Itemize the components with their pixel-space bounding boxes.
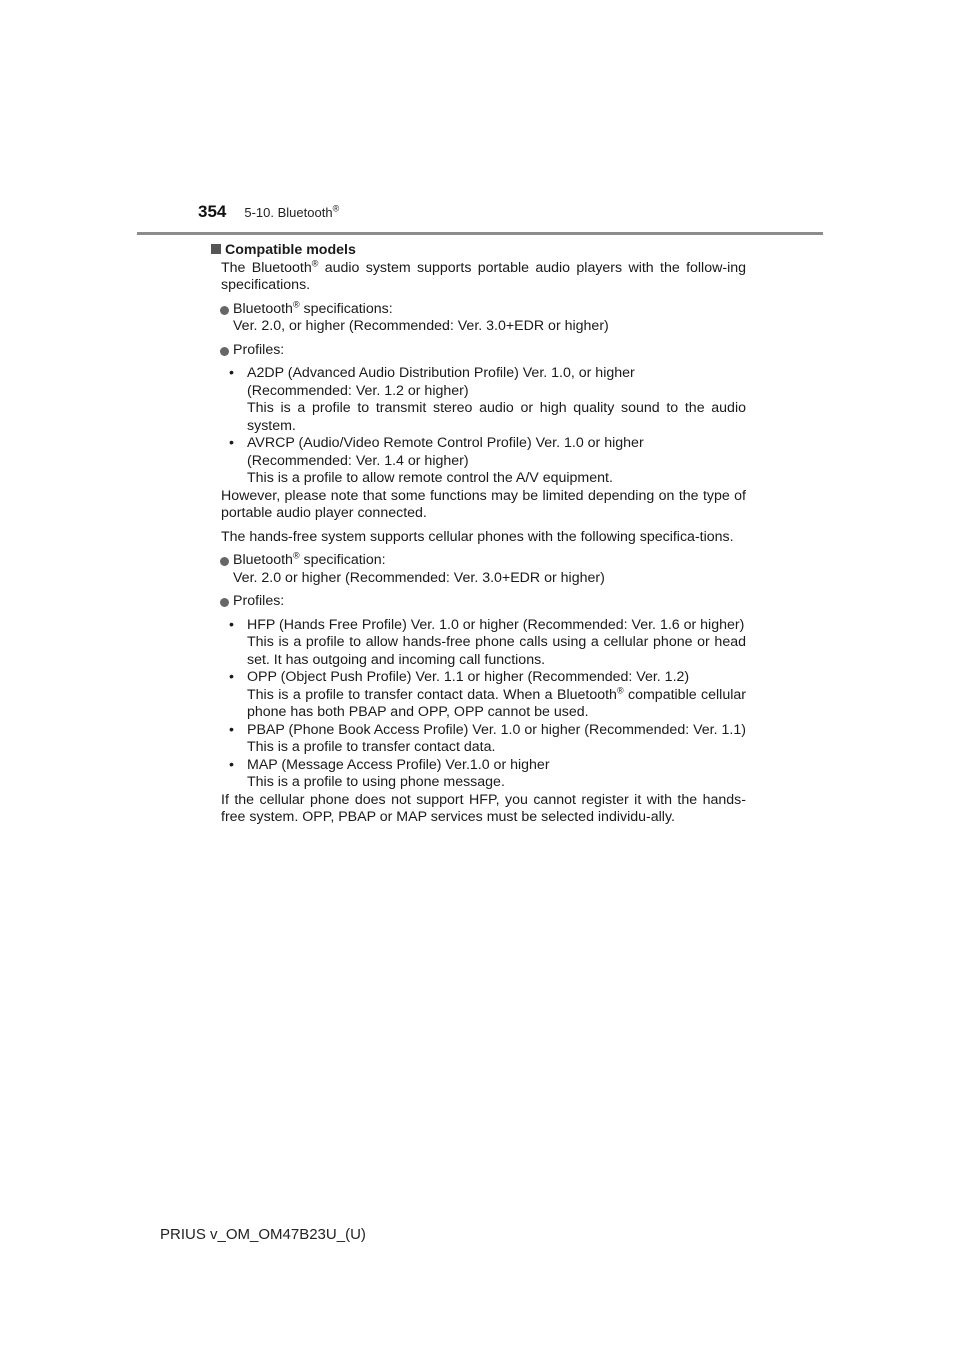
handsfree-profiles-label: Profiles: <box>233 593 285 609</box>
handsfree-note: If the cellular phone does not support HFP, you cannot register it with the hands-free system. OPP, PBAP or MAP services must be selected individu-ally. <box>221 791 746 825</box>
handsfree-spec-bullet <box>221 552 746 587</box>
audio-intro: The Bluetooth® audio system supports portable audio players with the follow-ing specifications. <box>221 257 747 293</box>
page-number: 354 <box>198 202 227 221</box>
list-item: • PBAP (Phone Book Access Profile) Ver. 1.0 or higher (Recommended: Ver. 1.1) This is a profile to transfer contact data. <box>229 721 746 755</box>
handsfree-spec-value: Ver. 2.0 or higher (Recommended: Ver. 3.0+EDR or higher) <box>233 569 605 586</box>
list-item: • OPP (Object Push Profile) Ver. 1.1 or higher (Recommended: Ver. 1.2) This is a profile to transfer contact data. When a Bluetooth® compatible cellular phone has both PBAP and OPP, OPP cannot be used. <box>229 669 746 720</box>
list-item: • MAP (Message Access Profile) Ver.1.0 or higher This is a profile to using phone message. <box>229 756 550 790</box>
audio-profile-list <box>221 365 746 488</box>
header-divider <box>137 232 823 235</box>
page-header <box>198 202 339 228</box>
list-item: • AVRCP (Audio/Video Remote Control Profile) Ver. 1.0 or higher (Recommended: Ver. 1.4 or higher) This is a profile to allow remote control the A/V equipment. <box>229 435 644 486</box>
section-heading: Compatible models <box>211 242 746 260</box>
audio-spec-value: Ver. 2.0, or higher (Recommended: Ver. 3.0+EDR or higher) <box>233 318 609 334</box>
round-bullet-icon <box>220 306 229 315</box>
audio-spec-bullet <box>221 298 746 336</box>
audio-spec-label: Bluetooth® specifications: <box>233 298 393 317</box>
audio-note: However, please note that some functions may be limited depending on the type of portable audio player connected. <box>221 487 746 521</box>
round-bullet-icon <box>220 557 229 566</box>
handsfree-profiles-bullet <box>221 593 746 611</box>
handsfree-profile-list <box>221 617 746 792</box>
round-bullet-icon <box>220 598 229 607</box>
registered-mark: ® <box>332 203 340 214</box>
model-code-footer: PRIUS v_OM_OM47B23U_(U) <box>160 1226 366 1243</box>
handsfree-spec-label: Bluetooth® specification: <box>233 550 386 568</box>
section-title: 5-10. Bluetooth® <box>244 203 340 220</box>
handsfree-intro: The hands-free system supports cellular phones with the following specifica-tions. <box>221 528 734 545</box>
main-content <box>221 242 746 827</box>
round-bullet-icon <box>220 347 229 356</box>
audio-profiles-label: Profiles: <box>233 341 285 358</box>
list-item: • A2DP (Advanced Audio Distribution Profile) Ver. 1.0, or higher (Recommended: Ver. 1.2 or higher) This is a profile to transmit stereo audio or high quality sound to the audio system. <box>229 365 746 434</box>
audio-profiles-bullet <box>221 342 746 360</box>
square-bullet-icon <box>211 244 221 254</box>
list-item: • HFP (Hands Free Profile) Ver. 1.0 or higher (Recommended: Ver. 1.6 or higher) This is a profile to allow hands-free phone calls using a cellular phone or head set. It has outgoing and incoming call functions. <box>229 616 746 668</box>
